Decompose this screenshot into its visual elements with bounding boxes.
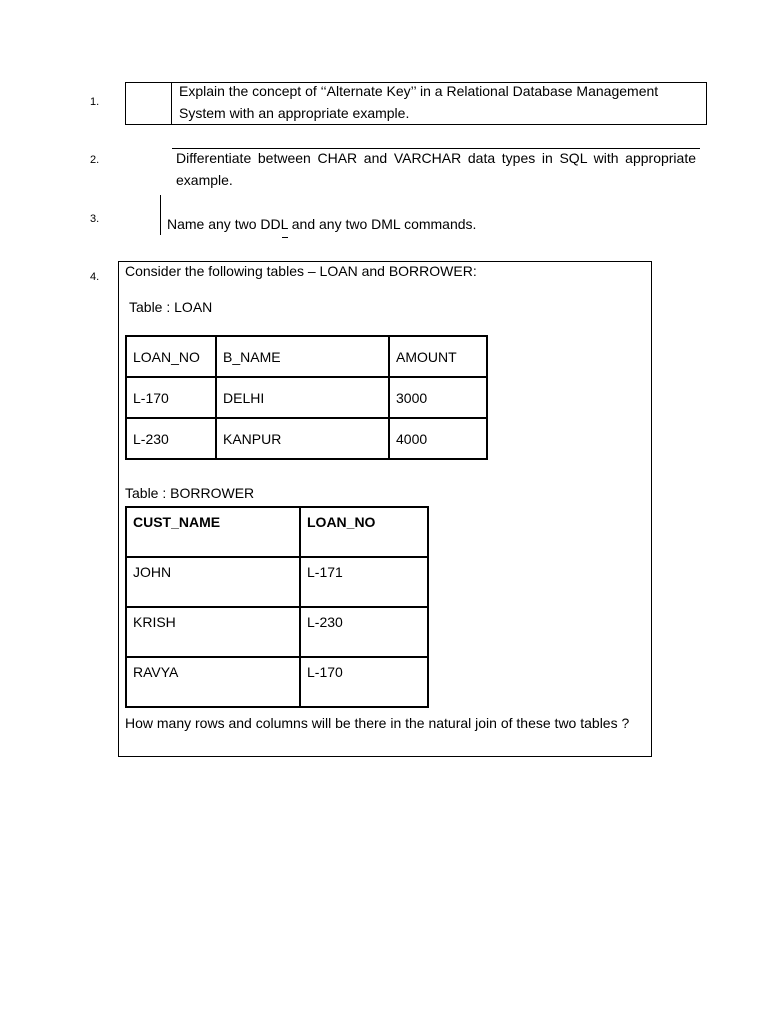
table-header-cell: LOAN_NO [126, 336, 216, 377]
question-3-number: 3. [90, 213, 100, 225]
table-header-cell: CUST_NAME [126, 507, 300, 557]
question-3-bar [160, 195, 161, 235]
question-1-divider [171, 82, 172, 125]
question-3-underline-mark [282, 237, 288, 238]
table-cell: DELHI [216, 377, 389, 418]
table-cell: KANPUR [216, 418, 389, 459]
question-1-number: 1. [90, 96, 100, 108]
table-cell: JOHN [126, 557, 300, 607]
question-2-number: 2. [90, 154, 100, 166]
question-3-text: Name any two DDL and any two DML commands. [167, 216, 477, 232]
table-cell: L-230 [300, 607, 428, 657]
borrower-table [125, 506, 429, 708]
table-header-cell: B_NAME [216, 336, 389, 377]
table-cell: 4000 [389, 418, 487, 459]
loan-table-caption: Table : LOAN [129, 299, 213, 315]
question-2-text: Differentiate between CHAR and VARCHAR data types in SQL with appropriate example. [176, 150, 696, 188]
table-row [126, 377, 487, 418]
table-row [126, 557, 428, 607]
table-cell: L-170 [126, 377, 216, 418]
question-1-text: Explain the concept of ‘‘Alternate Key’’ in a Relational Database Management System with an appropriate example. [179, 83, 659, 121]
question-4-prompt: How many rows and columns will be there in the natural join of these two tables ? [125, 715, 630, 731]
table-row [126, 507, 428, 557]
borrower-table-caption: Table : BORROWER [125, 485, 255, 501]
table-row [126, 607, 428, 657]
table-header-cell: LOAN_NO [300, 507, 428, 557]
table-row [126, 336, 487, 377]
question-4-number: 4. [90, 271, 100, 283]
loan-table [125, 335, 488, 460]
table-cell: 3000 [389, 377, 487, 418]
table-cell: L-171 [300, 557, 428, 607]
table-cell: RAVYA [126, 657, 300, 707]
table-cell: L-170 [300, 657, 428, 707]
table-row [126, 657, 428, 707]
question-4-intro: Consider the following tables – LOAN and BORROWER: [125, 263, 477, 279]
table-cell: L-230 [126, 418, 216, 459]
table-header-cell: AMOUNT [389, 336, 487, 377]
table-cell: KRISH [126, 607, 300, 657]
table-row [126, 418, 487, 459]
